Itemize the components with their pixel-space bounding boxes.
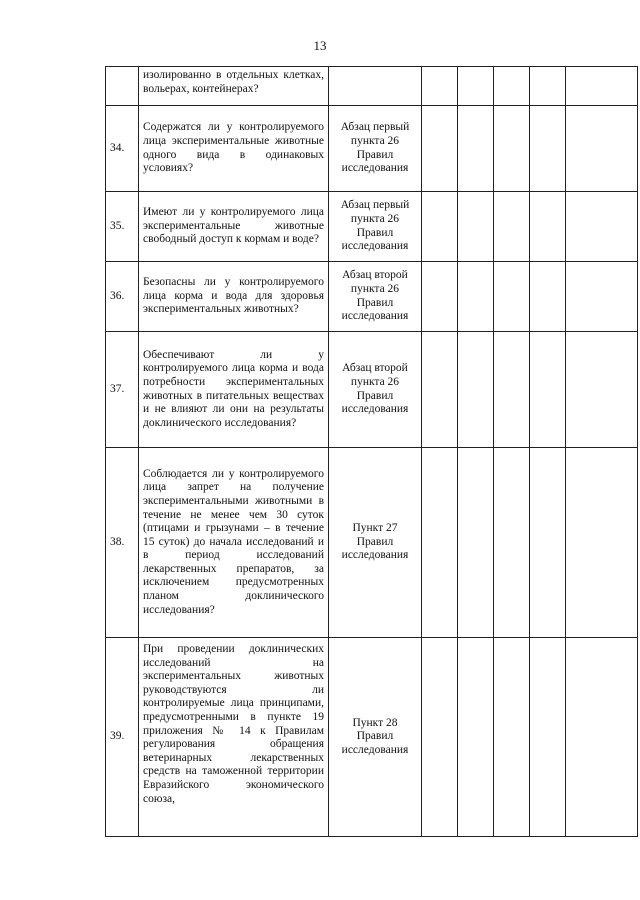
- remarks-cell: [566, 448, 638, 638]
- row-reference: Абзац второй пункта 26 Правил исследования: [329, 332, 422, 448]
- table-row: [106, 106, 638, 192]
- row-number: 35.: [106, 192, 139, 262]
- table-row: [106, 638, 638, 837]
- answer-cell-no: [458, 192, 494, 262]
- answer-cell-extra: [530, 262, 566, 332]
- row-question: Соблюдается ли у контролируемого лица запрет на получение экспериментальными животными в течение не менее чем 30 суток (птицами и грызунами – в течение 15 суток) до начала исследований и в период исследований лекарственных препаратов, за исключением предусмотренных планом доклинического исследования?: [139, 448, 329, 638]
- table-row: [106, 67, 638, 106]
- remarks-cell: [566, 638, 638, 837]
- row-reference: Абзац первый пункта 26 Правил исследования: [329, 192, 422, 262]
- row-reference: Абзац первый пункта 26 Правил исследования: [329, 106, 422, 192]
- answer-cell-extra: [530, 638, 566, 837]
- row-question: Обеспечивают ли у контролируемого лица корма и вода потребности экспериментальных животных в питательных веществах и не влияют ли они на результаты доклинического исследования?: [139, 332, 329, 448]
- row-question: Содержатся ли у контролируемого лица экспериментальные животные одного вида в одинаковых условиях?: [139, 106, 329, 192]
- answer-cell-yes: [422, 67, 458, 106]
- answer-cell-yes: [422, 192, 458, 262]
- answer-cell-no: [458, 67, 494, 106]
- row-number: [106, 67, 139, 106]
- answer-cell-na: [494, 638, 530, 837]
- row-question: Безопасны ли у контролируемого лица корма и вода для здоровья экспериментальных животных?: [139, 262, 329, 332]
- answer-cell-na: [494, 262, 530, 332]
- answer-cell-na: [494, 448, 530, 638]
- row-number: 38.: [106, 448, 139, 638]
- answer-cell-extra: [530, 332, 566, 448]
- row-number: 37.: [106, 332, 139, 448]
- answer-cell-extra: [530, 448, 566, 638]
- table-row: [106, 192, 638, 262]
- answer-cell-na: [494, 106, 530, 192]
- answer-cell-na: [494, 67, 530, 106]
- answer-cell-no: [458, 332, 494, 448]
- answer-cell-no: [458, 106, 494, 192]
- remarks-cell: [566, 67, 638, 106]
- answer-cell-extra: [530, 67, 566, 106]
- table-row: [106, 448, 638, 638]
- table-row: [106, 262, 638, 332]
- remarks-cell: [566, 192, 638, 262]
- row-question: изолированно в отдельных клетках, вольерах, контейнерах?: [139, 67, 329, 106]
- answer-cell-na: [494, 332, 530, 448]
- remarks-cell: [566, 262, 638, 332]
- row-reference: Абзац второй пункта 26 Правил исследования: [329, 262, 422, 332]
- row-number: 34.: [106, 106, 139, 192]
- answer-cell-yes: [422, 638, 458, 837]
- row-question: Имеют ли у контролируемого лица экспериментальные животные свободный доступ к кормам и воде?: [139, 192, 329, 262]
- answer-cell-no: [458, 448, 494, 638]
- row-number: 36.: [106, 262, 139, 332]
- remarks-cell: [566, 106, 638, 192]
- page-number: 13: [313, 38, 327, 53]
- answer-cell-yes: [422, 448, 458, 638]
- answer-cell-extra: [530, 192, 566, 262]
- answer-cell-yes: [422, 262, 458, 332]
- checklist-table: [105, 66, 638, 837]
- answer-cell-na: [494, 192, 530, 262]
- answer-cell-yes: [422, 332, 458, 448]
- row-reference: Пункт 28 Правил исследования: [329, 638, 422, 837]
- answer-cell-no: [458, 638, 494, 837]
- row-question: При проведении доклинических исследований на экспериментальных животных руководствуются ли контролируемые лица принципами, предусмотренными в пункте 19 приложения № 14 к Правилам регулирования обращения ветеринарных лекарственных средств на таможенной территории Евразийского экономического союза,: [139, 638, 329, 837]
- row-reference: [329, 67, 422, 106]
- answer-cell-no: [458, 262, 494, 332]
- row-number: 39.: [106, 638, 139, 837]
- remarks-cell: [566, 332, 638, 448]
- answer-cell-extra: [530, 106, 566, 192]
- answer-cell-yes: [422, 106, 458, 192]
- table-row: [106, 332, 638, 448]
- row-reference: Пункт 27 Правил исследования: [329, 448, 422, 638]
